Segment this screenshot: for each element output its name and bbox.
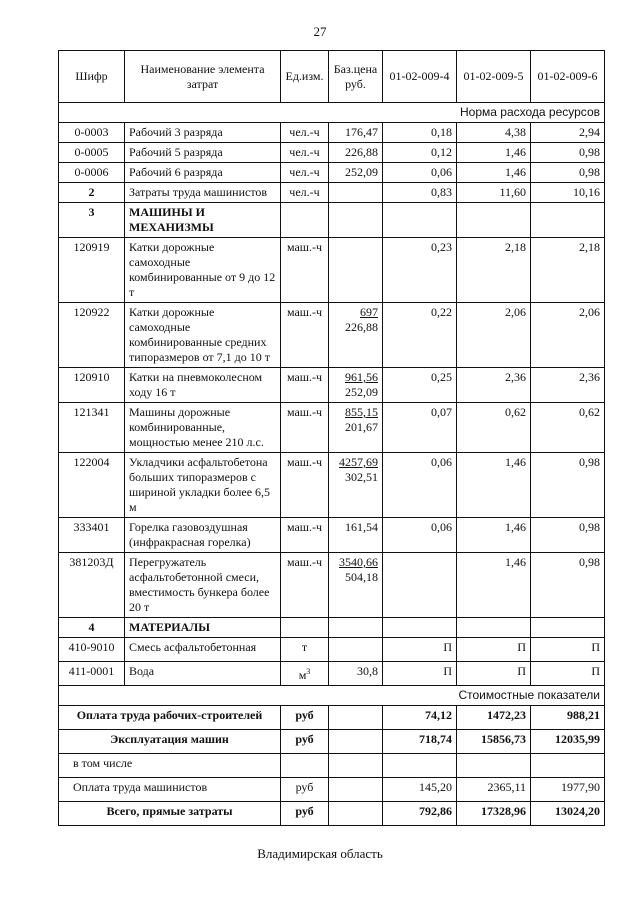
norm-col2: 1,46 — [457, 553, 531, 618]
section-name: МАТЕРИАЛЫ — [125, 618, 281, 638]
resource-price — [329, 368, 383, 403]
price-wage: 226,88 — [345, 320, 378, 334]
summary-col1: 792,86 — [383, 802, 457, 826]
summary-unit: руб — [281, 706, 329, 730]
table-row — [59, 518, 605, 553]
resource-name: Укладчики асфальтобетона больших типоразмеров с шириной укладки более 6,5 м — [125, 453, 281, 518]
norm-col3: 0,98 — [531, 163, 605, 183]
resource-code: 0-0003 — [59, 123, 125, 143]
empty-cell — [329, 203, 383, 238]
norm-col1: 0,25 — [383, 368, 457, 403]
empty-cell — [383, 618, 457, 638]
empty-cell — [329, 730, 383, 754]
norm-col3: 0,62 — [531, 403, 605, 453]
table-row — [59, 123, 605, 143]
price-wage: 504,18 — [345, 570, 378, 584]
resource-price — [329, 518, 383, 553]
norm-note: Норма расхода ресурсов — [59, 103, 605, 123]
empty-cell — [329, 754, 383, 778]
resource-price — [329, 638, 383, 662]
summary-col1 — [383, 754, 457, 778]
resource-name: Катки дорожные самоходные комбинированные средних типоразмеров от 7,1 до 10 т — [125, 303, 281, 368]
resource-price — [329, 303, 383, 368]
summary-row — [59, 778, 605, 802]
summary-row — [59, 802, 605, 826]
norm-col1: 0,23 — [383, 238, 457, 303]
norm-col2: 4,38 — [457, 123, 531, 143]
empty-cell — [457, 203, 531, 238]
header-name: Наименование элемента затрат — [125, 51, 281, 103]
norm-col3: 10,16 — [531, 183, 605, 203]
empty-cell — [329, 706, 383, 730]
norm-col1 — [383, 553, 457, 618]
resource-name: Смесь асфальтобетонная — [125, 638, 281, 662]
resource-unit: маш.-ч — [281, 238, 329, 303]
summary-col3: 13024,20 — [531, 802, 605, 826]
resource-price: 30,8 — [329, 662, 383, 686]
norm-col2: 1,46 — [457, 143, 531, 163]
norm-col3: 0,98 — [531, 143, 605, 163]
price-wage: 201,67 — [345, 420, 378, 434]
summary-col2: 15856,73 — [457, 730, 531, 754]
norm-col1: П — [383, 638, 457, 662]
table-row — [59, 303, 605, 368]
summary-row — [59, 706, 605, 730]
resource-unit: маш.-ч — [281, 368, 329, 403]
section-code: 2 — [59, 183, 125, 203]
table-row — [59, 368, 605, 403]
summary-label: Оплата труда машинистов — [59, 778, 281, 802]
resource-price: 176,47 — [329, 123, 383, 143]
resource-price: 226,88 — [329, 143, 383, 163]
norm-col2: 0,62 — [457, 403, 531, 453]
table-row — [59, 238, 605, 303]
norm-col3: 0,98 — [531, 453, 605, 518]
header-code: Шифр — [59, 51, 125, 103]
table-row — [59, 403, 605, 453]
summary-col2: 2365,11 — [457, 778, 531, 802]
resource-name: Вода — [125, 662, 281, 686]
summary-unit: руб — [281, 802, 329, 826]
norm-col2: 2,36 — [457, 368, 531, 403]
empty-cell — [281, 203, 329, 238]
summary-col1: 718,74 — [383, 730, 457, 754]
table-row — [59, 638, 605, 662]
header-col3: 01-02-009-6 — [531, 51, 605, 103]
summary-col2: 17328,96 — [457, 802, 531, 826]
resource-code: 333401 — [59, 518, 125, 553]
header-col2: 01-02-009-5 — [457, 51, 531, 103]
norm-col3: 2,18 — [531, 238, 605, 303]
norm-col3: 0,98 — [531, 553, 605, 618]
norm-col3: 2,36 — [531, 368, 605, 403]
norm-col3: 0,98 — [531, 518, 605, 553]
resource-code: 410-9010 — [59, 638, 125, 662]
footer-region: Владимирская область — [257, 846, 383, 861]
resource-table — [58, 50, 605, 826]
resource-unit: маш.-ч — [281, 303, 329, 368]
resource-code: 0-0005 — [59, 143, 125, 163]
resource-name: Катки дорожные самоходные комбинированные от 9 до 12 т — [125, 238, 281, 303]
summary-unit: руб — [281, 730, 329, 754]
norm-col1: 0,07 — [383, 403, 457, 453]
resource-price: 252,09 — [329, 163, 383, 183]
norm-col3: 2,94 — [531, 123, 605, 143]
norm-col2: П — [457, 638, 531, 662]
norm-col1: 0,06 — [383, 163, 457, 183]
price-wage: 161,54 — [345, 520, 378, 534]
unit-text: м — [298, 668, 307, 682]
summary-row — [59, 730, 605, 754]
summary-col3 — [531, 754, 605, 778]
resource-unit: маш.-ч — [281, 518, 329, 553]
price-wage: 302,51 — [345, 470, 378, 484]
resource-unit: маш.-ч — [281, 553, 329, 618]
table-row — [59, 163, 605, 183]
summary-unit: руб — [281, 778, 329, 802]
price-current: 3540,66 — [339, 555, 378, 569]
summary-col1: 145,20 — [383, 778, 457, 802]
norm-col1: 0,83 — [383, 183, 457, 203]
resource-code: 0-0006 — [59, 163, 125, 183]
resource-name: Горелка газовоздушная (инфракрасная горелка) — [125, 518, 281, 553]
resource-code: 411-0001 — [59, 662, 125, 686]
section-row — [59, 618, 605, 638]
norm-col1: 0,18 — [383, 123, 457, 143]
section-unit: чел.-ч — [281, 183, 329, 203]
norm-col1: 0,22 — [383, 303, 457, 368]
price-current: 697 — [360, 305, 378, 319]
table-row — [59, 143, 605, 163]
section-row — [59, 183, 605, 203]
price-current: 961,56 — [345, 370, 378, 384]
resource-name: Рабочий 5 разряда — [125, 143, 281, 163]
summary-label: Оплата труда рабочих-строителей — [59, 706, 281, 730]
resource-name: Рабочий 6 разряда — [125, 163, 281, 183]
norm-col1: П — [383, 662, 457, 686]
empty-cell — [329, 802, 383, 826]
norm-col2: 2,18 — [457, 238, 531, 303]
norm-col2: 2,06 — [457, 303, 531, 368]
summary-col2 — [457, 754, 531, 778]
norm-col2: 1,46 — [457, 518, 531, 553]
price-current: 855,15 — [345, 405, 378, 419]
resource-code: 120922 — [59, 303, 125, 368]
resource-name: Катки на пневмоколесном ходу 16 т — [125, 368, 281, 403]
price-wage: 252,09 — [345, 385, 378, 399]
resource-unit — [281, 662, 329, 686]
table-row — [59, 662, 605, 686]
unit-superscript: 3 — [306, 667, 311, 676]
empty-cell — [329, 618, 383, 638]
resource-unit: чел.-ч — [281, 143, 329, 163]
resource-price — [329, 553, 383, 618]
resource-code: 120910 — [59, 368, 125, 403]
empty-cell — [531, 203, 605, 238]
resource-price — [329, 403, 383, 453]
resource-unit: чел.-ч — [281, 123, 329, 143]
norm-col1: 0,06 — [383, 453, 457, 518]
resource-price — [329, 238, 383, 303]
summary-col1: 74,12 — [383, 706, 457, 730]
header-col1: 01-02-009-4 — [383, 51, 457, 103]
resource-name: Перегружатель асфальтобетонной смеси, вместимость бункера более 20 т — [125, 553, 281, 618]
norm-col2: П — [457, 662, 531, 686]
empty-cell — [281, 618, 329, 638]
norm-col3: П — [531, 638, 605, 662]
resource-code: 121341 — [59, 403, 125, 453]
norm-col2: 1,46 — [457, 163, 531, 183]
empty-cell — [329, 778, 383, 802]
summary-row — [59, 754, 605, 778]
summary-col2: 1472,23 — [457, 706, 531, 730]
norm-col1: 0,12 — [383, 143, 457, 163]
norm-col3: П — [531, 662, 605, 686]
summary-col3: 12035,99 — [531, 730, 605, 754]
unit-text: т — [301, 640, 308, 654]
norm-col3: 2,06 — [531, 303, 605, 368]
header-price: Баз.цена руб. — [329, 51, 383, 103]
price-current: 4257,69 — [339, 455, 378, 469]
norm-col1: 0,06 — [383, 518, 457, 553]
norm-col2: 1,46 — [457, 453, 531, 518]
section-code: 4 — [59, 618, 125, 638]
resource-code: 381203Д — [59, 553, 125, 618]
page-number: 27 — [313, 24, 327, 39]
resource-name: Рабочий 3 разряда — [125, 123, 281, 143]
summary-col3: 1977,90 — [531, 778, 605, 802]
summary-col3: 988,21 — [531, 706, 605, 730]
empty-cell — [329, 183, 383, 203]
table-row — [59, 453, 605, 518]
summary-label: Всего, прямые затраты — [59, 802, 281, 826]
empty-cell — [457, 618, 531, 638]
empty-cell — [383, 203, 457, 238]
resource-price — [329, 453, 383, 518]
resource-code: 122004 — [59, 453, 125, 518]
summary-unit — [281, 754, 329, 778]
norm-col2: 11,60 — [457, 183, 531, 203]
resource-unit: маш.-ч — [281, 453, 329, 518]
section-code: 3 — [59, 203, 125, 238]
section-name: МАШИНЫ И МЕХАНИЗМЫ — [125, 203, 281, 238]
summary-label: в том числе — [59, 754, 281, 778]
resource-name: Машины дорожные комбинированные, мощностью менее 210 л.с. — [125, 403, 281, 453]
section-name: Затраты труда машинистов — [125, 183, 281, 203]
resource-code: 120919 — [59, 238, 125, 303]
section-row — [59, 203, 605, 238]
cost-note: Стоимостные показатели — [59, 686, 605, 706]
resource-unit: маш.-ч — [281, 403, 329, 453]
header-unit: Ед.изм. — [281, 51, 329, 103]
summary-label: Эксплуатация машин — [59, 730, 281, 754]
table-row — [59, 553, 605, 618]
empty-cell — [531, 618, 605, 638]
resource-unit — [281, 638, 329, 662]
resource-unit: чел.-ч — [281, 163, 329, 183]
